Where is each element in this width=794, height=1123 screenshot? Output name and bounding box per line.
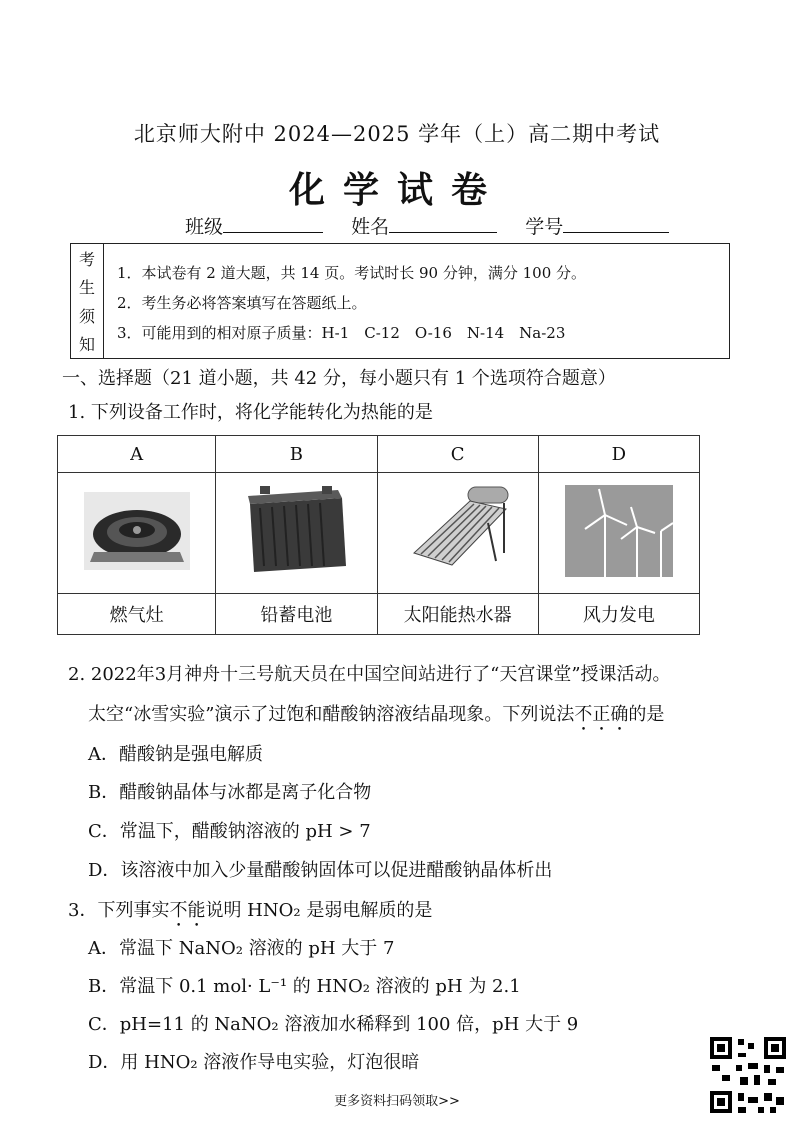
footer-link[interactable]: 更多资料扫码领取>>: [334, 1094, 460, 1109]
q3-stem-pre: 3．下列事实: [68, 900, 170, 921]
id-blank: [563, 214, 669, 233]
id-label: 学号: [525, 216, 564, 238]
student-info-row: [185, 212, 669, 239]
q2-option: D．该溶液中加入少量醋酸钠固体可以促进醋酸钠晶体析出: [88, 860, 553, 881]
notice-item: 3．可能用到的相对原子质量：H-1 C-12 O-16 N-14 Na-23: [117, 324, 566, 342]
q1-option-label: 燃气灶: [58, 594, 216, 635]
q2-line2: [88, 700, 664, 735]
q2-option: C．常温下，醋酸钠溶液的 pH > 7: [88, 821, 371, 842]
section-heading: 一、选择题（21 道小题，共 42 分，每小题只有 1 个选项符合题意）: [62, 368, 616, 389]
q2-option: B．醋酸钠晶体与冰都是离子化合物: [88, 782, 372, 803]
name-blank: [389, 214, 497, 233]
q2-line2-post: 的是: [628, 704, 665, 725]
q3-emphasis: 不能: [169, 900, 206, 921]
solar-water-heater-icon: [377, 473, 538, 594]
q2-line2-pre: 太空“冰雪实验”演示了过饱和醋酸钠溶液结晶现象。下列说法: [88, 704, 575, 725]
class-label: 班级: [185, 216, 224, 238]
notice-side-char: 须: [78, 306, 95, 326]
exam-notice-box: [70, 243, 730, 359]
q2-line1: 2. 2022年3月神舟十三号航天员在中国空间站进行了“天宫课堂”授课活动。: [68, 664, 671, 685]
wind-turbine-icon: [538, 473, 699, 594]
notice-side-char: 知: [78, 335, 95, 355]
q2-option: A．醋酸钠是强电解质: [88, 744, 263, 765]
class-blank: [223, 214, 323, 233]
lead-acid-battery-icon: [216, 473, 377, 594]
q1-options-table: [57, 435, 700, 635]
q1-option-letter: C: [377, 436, 538, 473]
q1-option-label: 铅蓄电池: [216, 594, 377, 635]
notice-side-label: [71, 244, 104, 358]
exam-title: 化学试卷: [288, 169, 505, 211]
notice-item: 2．考生务必将答案填写在答题纸上。: [117, 294, 367, 312]
name-label: 姓名: [351, 216, 390, 238]
q1-stem: 1. 下列设备工作时，将化学能转化为热能的是: [68, 402, 433, 423]
notice-side-char: 考: [78, 249, 95, 269]
notice-side-char: 生: [78, 278, 95, 298]
q3-option: D．用 HNO₂ 溶液作导电实验，灯泡很暗: [88, 1052, 420, 1073]
school-exam-line: 北京师大附中 2024—2025 学年（上）高二期中考试: [133, 122, 661, 146]
q1-option-label: 太阳能热水器: [377, 594, 538, 635]
notice-items: [117, 258, 586, 348]
q1-option-letter: A: [58, 436, 216, 473]
q3-stem: [68, 896, 432, 931]
q3-option: C．pH=11 的 NaNO₂ 溶液加水稀释到 100 倍，pH 大于 9: [88, 1014, 579, 1035]
q1-option-letter: B: [216, 436, 377, 473]
notice-item: 1．本试卷有 2 道大题，共 14 页。考试时长 90 分钟，满分 100 分。: [117, 264, 587, 282]
q3-stem-post: 说明 HNO₂ 是弱电解质的是: [205, 900, 433, 921]
q3-option: A．常温下 NaNO₂ 溶液的 pH 大于 7: [88, 938, 395, 959]
q1-option-label: 风力发电: [538, 594, 699, 635]
q2-emphasis: 不正确: [574, 704, 629, 725]
gas-stove-icon: [58, 473, 216, 594]
q3-option: B．常温下 0.1 mol· L⁻¹ 的 HNO₂ 溶液的 pH 为 2.1: [88, 976, 521, 997]
q1-option-letter: D: [538, 436, 699, 473]
